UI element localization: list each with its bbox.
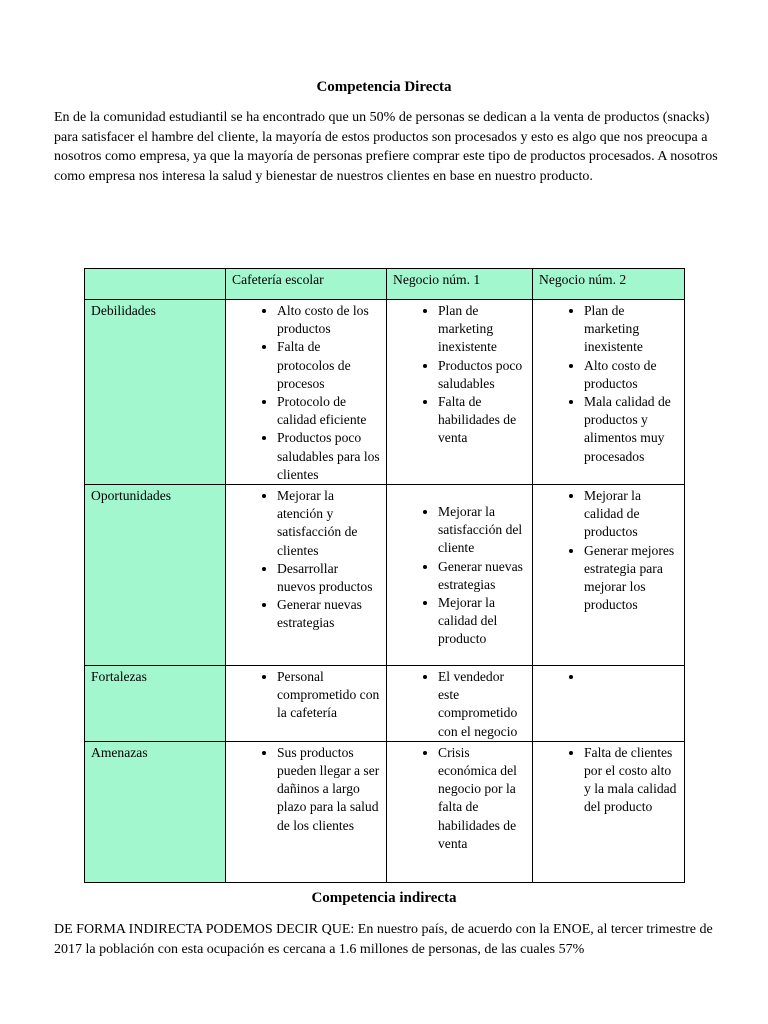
list-item: • Mala calidad de productos y alimentos muy procesados (584, 393, 678, 466)
list-item: • Desarrollar nuevos productos (277, 560, 380, 596)
cell-amenazas-negocio-2 (533, 741, 685, 882)
header-cell-cafeteria: Cafetería escolar (226, 269, 387, 300)
intro-paragraph: En de la comunidad estudiantil se ha encontrado que un 50% de personas se dedican a la venta de productos (snacks) para satisfacer el hambre del cliente, la mayoría de estos productos son procesados y esto es algo que nos preocupa a nosotros como empresa, ya que la mayoría de personas prefiere comprar este tipo de productos procesados. A nosotros como empresa nos interesa la salud y bienestar de nuestros clientes en base en nuestro producto. (54, 110, 718, 184)
list-item: • Generar nuevas estrategias (438, 558, 526, 594)
list-item: • Personal comprometido con la cafetería (277, 668, 380, 723)
cell-amenazas-negocio-1 (387, 741, 533, 882)
list-item: • Generar nuevas estrategias (277, 596, 380, 632)
list-item: • Mejorar la calidad del producto (438, 594, 526, 649)
list-item: • Crisis económica del negocio por la falta de habilidades de venta (438, 744, 526, 853)
list-item: • Protocolo de calidad eficiente (277, 393, 380, 429)
list-item: • Mejorar la atención y satisfacción de clientes (277, 487, 380, 560)
row-label-debilidades: Debilidades (85, 300, 226, 485)
row-label-oportunidades: Oportunidades (85, 485, 226, 666)
table-row-debilidades (85, 300, 685, 485)
list-item-empty (584, 668, 678, 686)
list-item: • Falta de protocolos de procesos (277, 338, 380, 393)
cell-debilidades-negocio-1 (387, 300, 533, 485)
section-title-indirecta: Competencia indirecta (311, 890, 457, 906)
cell-oportunidades-cafeteria (226, 485, 387, 666)
list-item: • Productos poco saludables (438, 357, 526, 393)
list-item: • Alto costo de los productos (277, 302, 380, 338)
indirect-paragraph: DE FORMA INDIRECTA PODEMOS DECIR QUE: En nuestro país, de acuerdo con la ENOE, al tercer trimestre de 2017 la población con esta ocupación es cercana a 1.6 millones de personas, de las cuales 57% (54, 922, 713, 957)
cell-oportunidades-negocio-1 (387, 485, 533, 666)
table-row-oportunidades (85, 485, 685, 666)
list-item: • Plan de marketing inexistente (584, 302, 678, 357)
list-item: • Falta de clientes por el costo alto y la mala calidad del producto (584, 744, 678, 817)
list-item: • El vendedor este comprometido con el negocio (438, 668, 526, 741)
cell-debilidades-cafeteria (226, 300, 387, 485)
cell-amenazas-cafeteria (226, 741, 387, 882)
cell-fortalezas-cafeteria (226, 666, 387, 742)
list-item: • Alto costo de productos (584, 357, 678, 393)
cell-fortalezas-negocio-2 (533, 666, 685, 742)
header-cell-negocio-2: Negocio núm. 2 (533, 269, 685, 300)
list-item: • Mejorar la calidad de productos (584, 487, 678, 542)
cell-oportunidades-negocio-2 (533, 485, 685, 666)
table-header-row (85, 269, 685, 300)
swot-table (84, 268, 685, 883)
page-title: Competencia Directa (316, 79, 452, 95)
table-row-fortalezas (85, 666, 685, 742)
list-item: • Sus productos pueden llegar a ser dañinos a largo plazo para la salud de los clientes (277, 744, 380, 835)
cell-fortalezas-negocio-1 (387, 666, 533, 742)
list-item: • Mejorar la satisfacción del cliente (438, 503, 526, 558)
header-cell-empty (85, 269, 226, 300)
list-item: • Falta de habilidades de venta (438, 393, 526, 448)
list-item: • Generar mejores estrategia para mejorar los productos (584, 542, 678, 615)
list-item: • Plan de marketing inexistente (438, 302, 526, 357)
table-row-amenazas (85, 741, 685, 882)
list-item: • Productos poco saludables para los clientes (277, 429, 380, 484)
header-cell-negocio-1: Negocio núm. 1 (387, 269, 533, 300)
cell-debilidades-negocio-2 (533, 300, 685, 485)
row-label-fortalezas: Fortalezas (85, 666, 226, 742)
row-label-amenazas: Amenazas (85, 741, 226, 882)
